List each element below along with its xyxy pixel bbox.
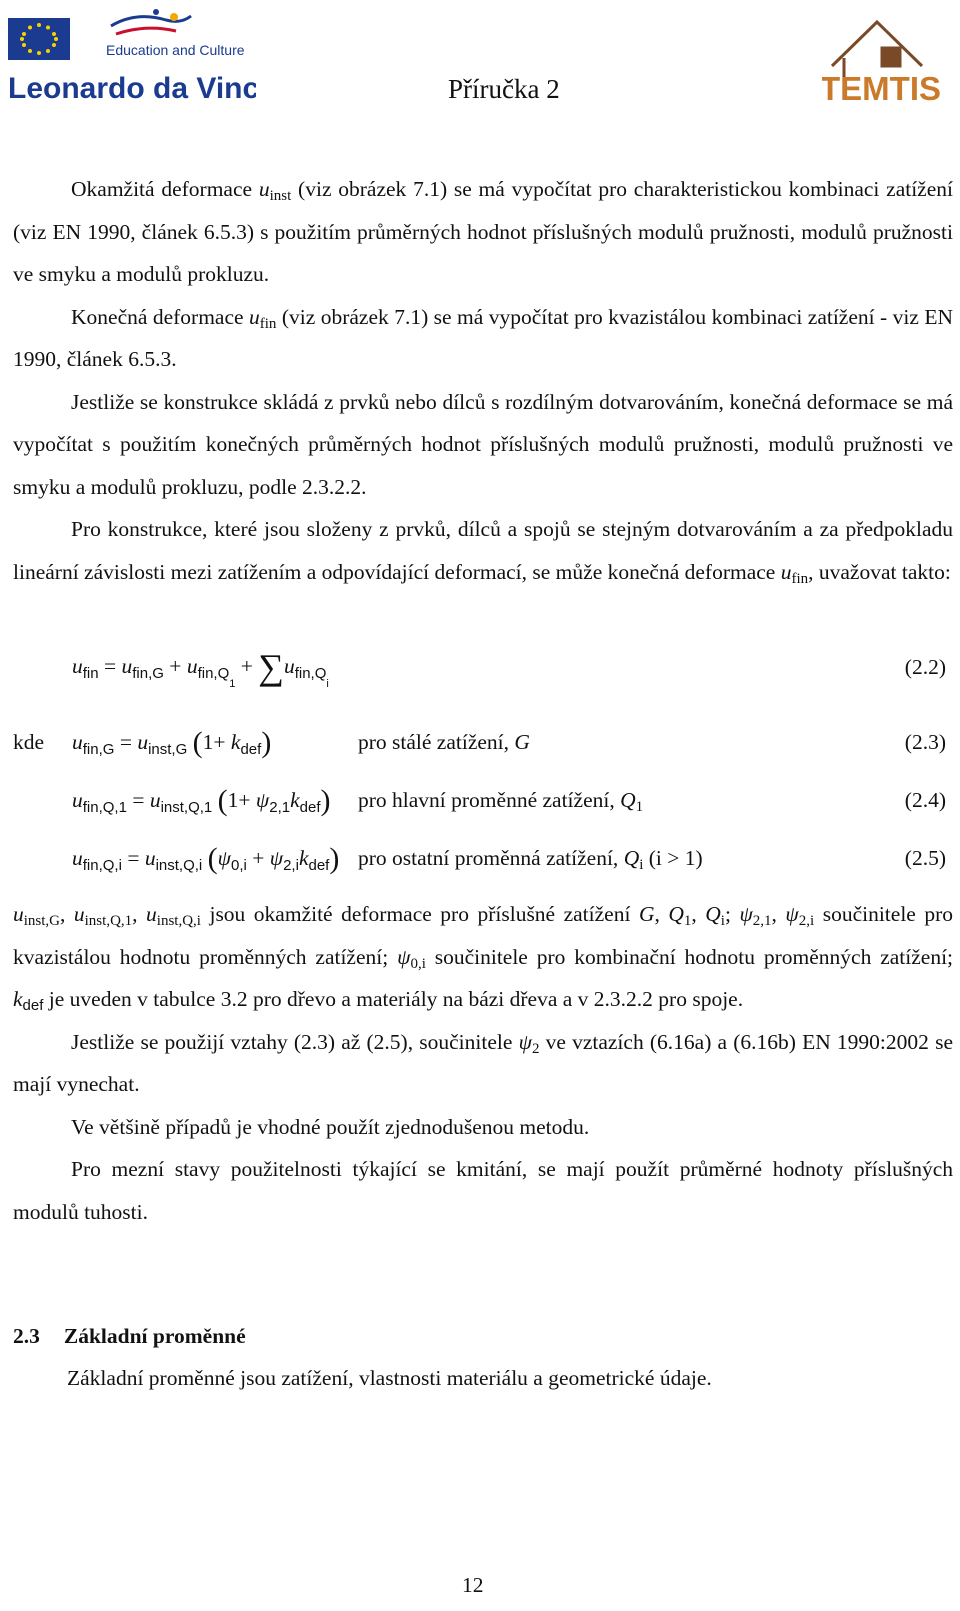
paragraph-same-creep: Pro konstrukce, které jsou složeny z prvků, dílců a spojů se stejným dotvarováním a za předpokladu lineární závislosti mezi zatížením a odpovídající deformací, se může konečná deformace $u_{fin}$, uvažovat takto: bbox=[13, 517, 953, 587]
programme-name-text: Leonardo da Vinci bbox=[8, 72, 256, 105]
paragraph-simplified-method: Ve většině případů je vhodné použít zjednodušenou metodu. bbox=[71, 1114, 590, 1139]
eu-programme-text: Education and Culture bbox=[106, 42, 245, 58]
temtis-text: TEMTIS bbox=[822, 70, 941, 107]
paragraph-creep-members: Jestliže se konstrukce skládá z prvků nebo dílců s rozdílným dotvarováním, konečná deformace se má vypočítat s použitím konečných průměrných hodnot příslušných modulů pružnosti, modulů pružnosti ve smyku a modulů prokluzu, podle 2.3.2.2. bbox=[13, 389, 953, 499]
leonardo-logo bbox=[6, 6, 256, 106]
section-heading bbox=[13, 1324, 246, 1349]
equation-number-2-5: (2.5) bbox=[904, 846, 946, 870]
education-culture-swoosh-icon bbox=[111, 9, 191, 34]
document-title: Příručka 2 bbox=[448, 74, 560, 104]
paragraph-final-deformation: Konečná deformace $u_{fin}$ (viz obrázek 7.1) se má vypočítat pro kvazistálou kombinaci zatížení - viz EN 1990, článek 6.5.3. bbox=[13, 304, 954, 371]
page-number: 12 bbox=[462, 1573, 484, 1597]
equation-2-3-description: pro stálé zatížení, G bbox=[358, 730, 530, 754]
section-text: Základní proměnné jsou zatížení, vlastnosti materiálu a geometrické údaje. bbox=[67, 1366, 712, 1390]
paragraph-psi2-omit: Jestliže se použijí vztahy (2.3) až (2.5), součinitele $\psi_2$ ve vztazích (6.16a) a (6.16b) EN 1990:2002 se mají vynechat. bbox=[13, 1029, 953, 1096]
equation-2-5: $u_{fin,Q,i} = u_{inst,Q,i}$ $(\psi_{0,i} + \psi_{2,i}k_{def})$ bbox=[72, 842, 340, 875]
equation-number-2-3: (2.3) bbox=[904, 730, 946, 754]
section-title: Základní proměnné bbox=[63, 1324, 246, 1348]
body-text bbox=[13, 168, 953, 593]
equation-2-3: $u_{fin,G} = u_{inst,G}$ $(1+ k_{def})$ bbox=[72, 726, 272, 759]
equation-2-4: $u_{fin,Q,1} = u_{inst,Q,1}$ $(1+ \psi_{2,1}k_{def})$ bbox=[72, 784, 331, 817]
paragraph-symbol-definitions: $u_{inst,G}$, $u_{inst,Q,1}$, $u_{inst,Q,i}$ jsou okamžité deformace pro příslušné zatížení G, $Q_1$, $Q_i$; $\psi_{2,1}$, $\psi_{2,i}$ součinitele pro kvazistálou hodnotu proměnných zatížení; $\psi_{0,i}$ součinitele pro kombinační hodnotu proměnných zatížení; $k_{def}$ je uveden v tabulce 3.2 pro dřevo a materiály na bázi dřeva a v 2.3.2.2 pro spoje. bbox=[13, 902, 954, 1014]
kde-label: kde bbox=[13, 730, 45, 754]
equation-2-4-description: pro hlavní proměnné zatížení, $Q_1$ bbox=[358, 788, 644, 815]
equation-number-2-4: (2.4) bbox=[904, 788, 946, 812]
equation-2-5-description: pro ostatní proměnná zatížení, $Q_i$ (i > 1) bbox=[358, 846, 703, 873]
equation-2-2: $u_{fin} = u_{fin,G} + u_{fin,Q_1} + \sum u_{fin,Q_i}$ bbox=[72, 647, 329, 690]
body-text-after-equations bbox=[13, 893, 953, 1233]
temtis-logo bbox=[822, 8, 960, 108]
paragraph-vibration: Pro mezní stavy použitelnosti týkající se kmitání, se mají použít průměrné hodnoty příslušných modulů tuhosti. bbox=[13, 1157, 953, 1224]
section-number: 2.3 bbox=[13, 1324, 40, 1348]
equation-number-2-2: (2.2) bbox=[904, 655, 946, 679]
paragraph-instant-deformation: Okamžitá deformace $u_{inst}$ (viz obrázek 7.1) se má vypočítat pro charakteristickou kombinaci zatížení (viz EN 1990, článek 6.5.3) s použitím průměrných hodnot příslušných modulů pružnosti, modulů pružnosti ve smyku a modulů prokluzu. bbox=[13, 177, 953, 286]
